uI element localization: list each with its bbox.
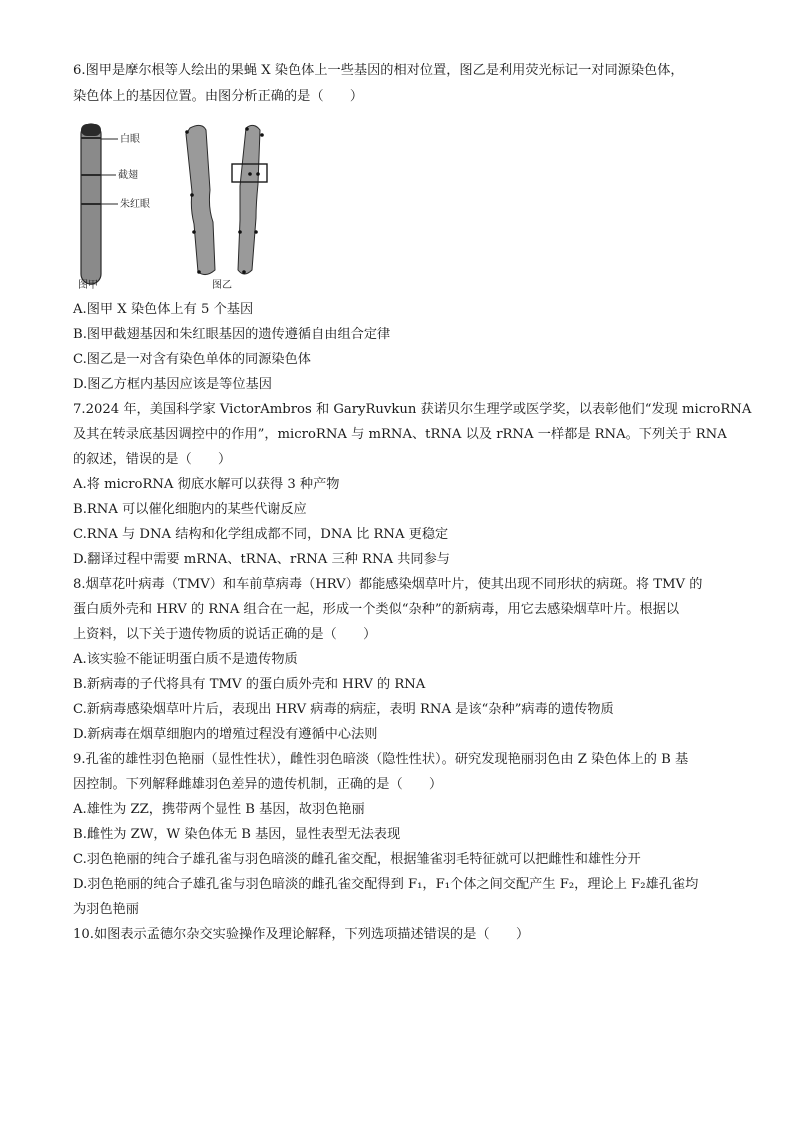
q8-stem-line-2: 蛋白质外壳和 HRV 的 RNA 组合在一起，形成一个类似“杂种”的新病毒，用它去感染烟草叶片。根据以	[73, 602, 680, 617]
figure-a-caption: 图甲	[78, 280, 98, 290]
q6-option-d: D.图乙方框内基因应该是等位基因	[73, 377, 272, 392]
q6-stem-line-2: 染色体上的基因位置。由图分析正确的是（ ）	[73, 89, 364, 104]
q9-option-d-line-1: D.羽色艳丽的纯合子雄孔雀与羽色暗淡的雌孔雀交配得到 F₁，F₁个体之间交配产生 F₂，理论上 F₂雄孔雀均	[73, 877, 699, 892]
q9-option-b: B.雌性为 ZW，W 染色体无 B 基因，显性表型无法表现	[73, 827, 401, 842]
gene-label-white-eye: 白眼	[120, 134, 140, 145]
q8-option-a: A.该实验不能证明蛋白质不是遗传物质	[73, 652, 298, 667]
gene-label-vermilion-eye: 朱红眼	[120, 199, 150, 210]
q8-option-d: D.新病毒在烟草细胞内的增殖过程没有遵循中心法则	[73, 727, 378, 742]
q6-option-c: C.图乙是一对含有染色单体的同源染色体	[73, 352, 311, 367]
q7-stem-line-3: 的叙述，错误的是（ ）	[73, 452, 232, 467]
q8-option-c: C.新病毒感染烟草叶片后，表现出 HRV 病毒的病症，表明 RNA 是该“杂种”病毒的遗传物质	[73, 702, 614, 717]
figure-b-caption: 图乙	[212, 280, 232, 290]
figure-a-chromosome	[81, 124, 118, 284]
q7-option-a: A.将 microRNA 彻底水解可以获得 3 种产物	[73, 477, 340, 492]
q6-stem-line-1: 6.图甲是摩尔根等人绘出的果蝇 X 染色体上一些基因的相对位置，图乙是利用荧光标记一对同源染色体，	[73, 63, 684, 78]
q9-option-a: A.雄性为 ZZ，携带两个显性 B 基因，故羽色艳丽	[73, 802, 365, 817]
q9-option-d-line-2: 为羽色艳丽	[73, 902, 139, 917]
q7-stem-line-2: 及其在转录底基因调控中的作用”，microRNA 与 mRNA、tRNA 以及 rRNA 一样都是 RNA。下列关于 RNA	[73, 427, 727, 442]
figure-b-chromosome-left	[185, 125, 215, 274]
q7-option-c: C.RNA 与 DNA 结构和化学组成都不同，DNA 比 RNA 更稳定	[73, 527, 449, 542]
q7-stem-line-1: 7.2024 年，美国科学家 VictorAmbros 和 GaryRuvkun 获诺贝尔生理学或医学奖，以表彰他们“发现 microRNA	[73, 402, 752, 417]
q9-stem-line-2: 因控制。下列解释雌雄羽色差异的遗传机制，正确的是（ ）	[73, 777, 443, 792]
q8-stem-line-3: 上资料，以下关于遗传物质的说话正确的是（ ）	[73, 627, 377, 642]
q6-option-a: A.图甲 X 染色体上有 5 个基因	[73, 302, 254, 317]
gene-label-truncated-wing: 截翅	[118, 170, 138, 181]
q8-stem-line-1: 8.烟草花叶病毒（TMV）和车前草病毒（HRV）都能感染烟草叶片，使其出现不同形状的病斑。将 TMV 的	[73, 577, 703, 592]
q9-option-c: C.羽色艳丽的纯合子雄孔雀与羽色暗淡的雌孔雀交配，根据雏雀羽毛特征就可以把雌性和雄性分开	[73, 852, 641, 867]
q9-stem-line-1: 9.孔雀的雄性羽色艳丽（显性性状），雌性羽色暗淡（隐性性状）。研究发现艳丽羽色由 Z 染色体上的 B 基	[73, 752, 689, 767]
q10-stem-line-1: 10.如图表示孟德尔杂交实验操作及理论解释，下列选项描述错误的是（ ）	[73, 927, 530, 942]
q6-figure	[78, 120, 278, 290]
figure-b-chromosome-right	[232, 125, 267, 274]
q6-option-b: B.图甲截翅基因和朱红眼基因的遗传遵循自由组合定律	[73, 327, 391, 342]
q7-option-b: B.RNA 可以催化细胞内的某些代谢反应	[73, 502, 307, 517]
q8-option-b: B.新病毒的子代将具有 TMV 的蛋白质外壳和 HRV 的 RNA	[73, 677, 426, 692]
q7-option-d: D.翻译过程中需要 mRNA、tRNA、rRNA 三种 RNA 共同参与	[73, 552, 450, 567]
